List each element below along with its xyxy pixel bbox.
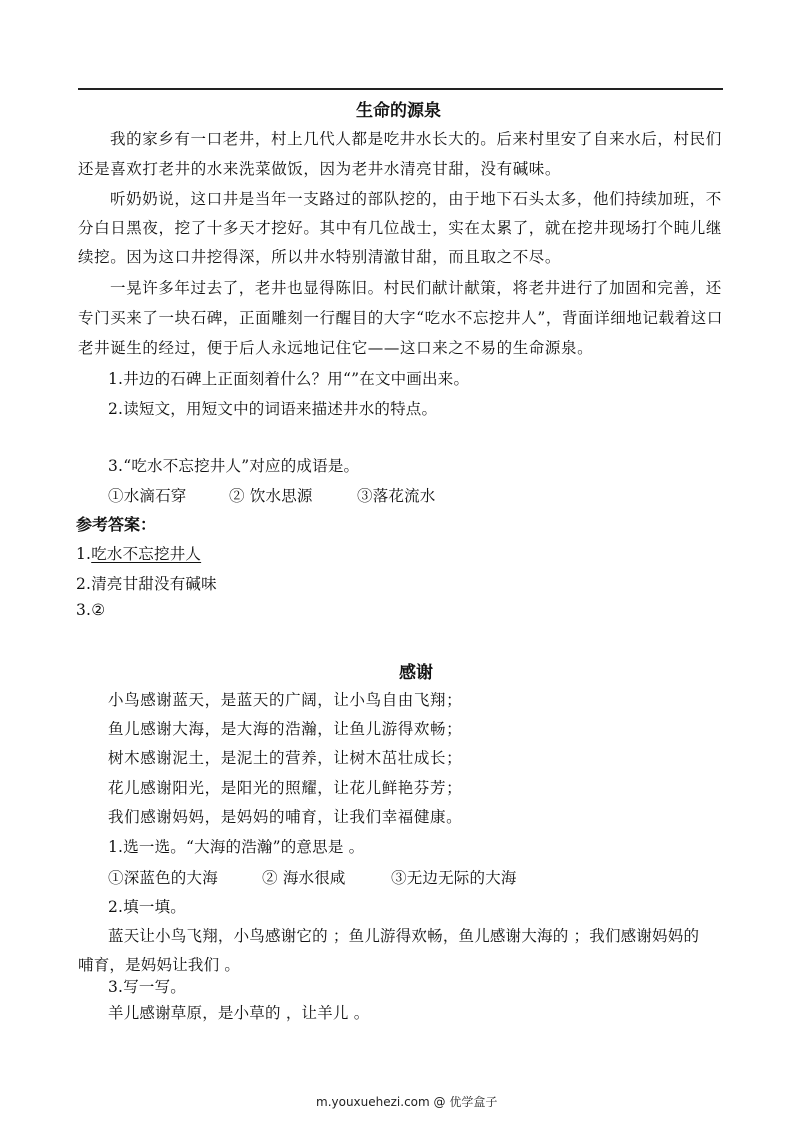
paragraph-1-line-2: 还是喜欢打老井的水来洗菜做饭，因为老井水清亮甘甜，没有碱味。 (78, 160, 562, 178)
answer-3: 3.② (76, 601, 106, 619)
poem-line-2: 鱼儿感谢大海，是大海的浩瀚，让鱼儿游得欢畅； (108, 720, 463, 738)
paragraph-3-line-2: 专门买来了一块石碑，正面雕刻一行醒目的大字“吃水不忘挖井人”，背面详细地记载着这口 (78, 309, 723, 327)
section-title-source-of-life: 生命的源泉 (356, 101, 441, 121)
poem-line-5: 我们感谢妈妈，是妈妈的哺育，让我们幸福健康。 (108, 808, 463, 826)
top-rule (78, 88, 723, 90)
question-1: 1.井边的石碑上正面刻着什么？用“”在文中画出来。 (108, 370, 470, 388)
section-title-thanks: 感谢 (399, 663, 433, 683)
thanks-option-1: ①深蓝色的大海 (108, 869, 218, 887)
paragraph-3-line-1: 一晃许多年过去了，老井也显得陈旧。村民们献计献策，将老井进行了加固和完善，还 (110, 279, 722, 297)
question-3: 3.“吃水不忘挖井人”对应的成语是。 (108, 457, 360, 475)
poem-line-1: 小鸟感谢蓝天，是蓝天的广阔，让小鸟自由飞翔； (108, 691, 463, 709)
option-3: ③落花流水 (357, 487, 436, 505)
thanks-question-3-line-1: 羊儿感谢草原，是小草的 ，让羊儿 。 (108, 1004, 370, 1022)
thanks-question-2: 2.填一填。 (108, 898, 186, 916)
paragraph-2-line-3: 续挖。因为这口井挖得深，所以井水特别清澈甘甜，而且取之不尽。 (78, 248, 562, 266)
paragraph-1-line-1: 我的家乡有一口老井，村上几代人都是吃井水长大的。后来村里安了自来水后，村民们 (110, 130, 722, 148)
thanks-question-3: 3.写一写。 (108, 978, 186, 996)
option-1: ①水滴石穿 (108, 487, 187, 505)
poem-line-3: 树木感谢泥土，是泥土的营养，让树木茁壮成长； (108, 749, 463, 767)
answer-1-number: 1. (76, 545, 92, 563)
question-2: 2.读短文，用短文中的词语来描述井水的特点。 (108, 400, 438, 418)
paragraph-2-line-2: 分白日黑夜，挖了十多天才挖好。其中有几位战士，实在太累了，就在挖井现场打个盹儿继 (78, 219, 723, 237)
answer-2: 2.清亮甘甜没有碱味 (76, 575, 217, 593)
paragraph-3-line-3: 老井诞生的经过，便于后人永远地记住它——这口来之不易的生命源泉。 (78, 339, 594, 357)
option-2: ② 饮水思源 (229, 487, 313, 505)
answer-1-text: 吃水不忘挖井人 (91, 545, 202, 563)
footer-watermark: m.youxuehezi.com @ 优学盒子 (316, 1095, 498, 1109)
answers-heading: 参考答案： (76, 515, 157, 534)
thanks-question-2-line-1: 蓝天让小鸟飞翔，小鸟感谢它的 ；鱼儿游得欢畅，鱼儿感谢大海的 ；我们感谢妈妈的 (108, 927, 700, 945)
answer-1 (76, 542, 201, 564)
poem-line-4: 花儿感谢阳光，是阳光的照耀，让花儿鲜艳芬芳； (108, 779, 463, 797)
thanks-question-1: 1.选一选。“大海的浩瀚”的意思是 。 (108, 838, 365, 856)
paragraph-2-line-1: 听奶奶说，这口井是当年一支路过的部队挖的，由于地下石头太多，他们持续加班，不 (110, 190, 722, 208)
thanks-question-2-line-2: 哺育，是妈妈让我们 。 (78, 956, 241, 974)
thanks-option-2: ② 海水很咸 (262, 869, 346, 887)
thanks-option-3: ③无边无际的大海 (391, 869, 517, 887)
